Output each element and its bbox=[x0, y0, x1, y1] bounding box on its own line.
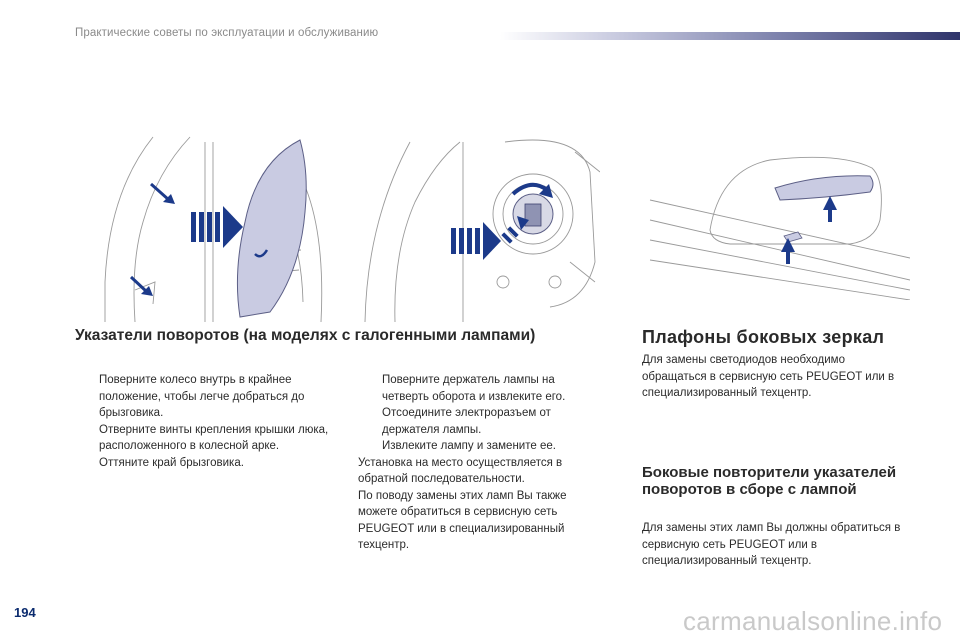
bullet-item bbox=[75, 455, 337, 472]
bullet-item bbox=[75, 372, 337, 422]
section-heading: Указатели поворотов (на моделях с галогенными лампами) bbox=[75, 327, 536, 344]
screw-arrow-icon-1 bbox=[151, 184, 175, 204]
bullet-item bbox=[75, 422, 337, 455]
section-heading-mirror-lamps: Плафоны боковых зеркал bbox=[642, 327, 885, 347]
paragraph-reassembly: Установка на место осуществляется в обратной последовательности. bbox=[358, 456, 563, 485]
bullet-text: Извлеките лампу и замените ее. bbox=[382, 440, 556, 452]
push-arrow-icon bbox=[451, 222, 501, 260]
watermark: carmanualsonline.info bbox=[683, 606, 943, 636]
figure-wheel-arch bbox=[95, 132, 340, 322]
bullet-text: Отсоедините электроразъем от держателя лампы. bbox=[382, 407, 551, 436]
bullet-item bbox=[358, 372, 603, 405]
bullet-text: Оттяните край брызговика. bbox=[99, 456, 244, 469]
header-title: Практические советы по эксплуатации и обслуживанию bbox=[75, 27, 379, 39]
figure-mirror bbox=[640, 140, 910, 300]
mirror-lamp bbox=[775, 176, 873, 200]
mirror-lamps-text: Для замены светодиодов необходимо обращаться в сервисную сеть PEUGEOT или в специализированный техцентр. bbox=[642, 354, 895, 399]
paragraph-service: По поводу замены этих ламп Вы также можете обратиться в сервисную сеть PEUGEOT или в специализированный техцентр. bbox=[358, 489, 567, 551]
header-bar bbox=[500, 32, 960, 40]
section-heading-side-repeaters: Боковые повторители указателей поворотов в сборе с лампой bbox=[642, 464, 897, 498]
up-arrow-icon-1 bbox=[823, 196, 837, 222]
side-repeater bbox=[784, 232, 802, 242]
bullet-text: Поверните держатель лампы на четверть оборота и извлеките его. bbox=[382, 374, 566, 403]
push-arrow-icon bbox=[191, 206, 243, 248]
bullet-item bbox=[358, 438, 603, 455]
up-arrow-icon-2 bbox=[781, 238, 795, 264]
instructions-col2 bbox=[358, 372, 603, 554]
figure-bulb-holder bbox=[355, 132, 600, 322]
bullet-text: Отверните винты крепления крышки люка, расположенного в колесной арке. bbox=[99, 423, 329, 452]
instructions-col1 bbox=[75, 372, 337, 471]
bullet-text: Поверните колесо внутрь в крайнее положение, чтобы легче добраться до брызговика. bbox=[99, 374, 305, 419]
splash-guard bbox=[237, 140, 306, 317]
side-repeaters-text: Для замены этих ламп Вы должны обратиться в сервисную сеть PEUGEOT или в специализированный техцентр. bbox=[642, 522, 901, 567]
bullet-item bbox=[358, 405, 603, 438]
page-number: 194 bbox=[14, 605, 36, 620]
